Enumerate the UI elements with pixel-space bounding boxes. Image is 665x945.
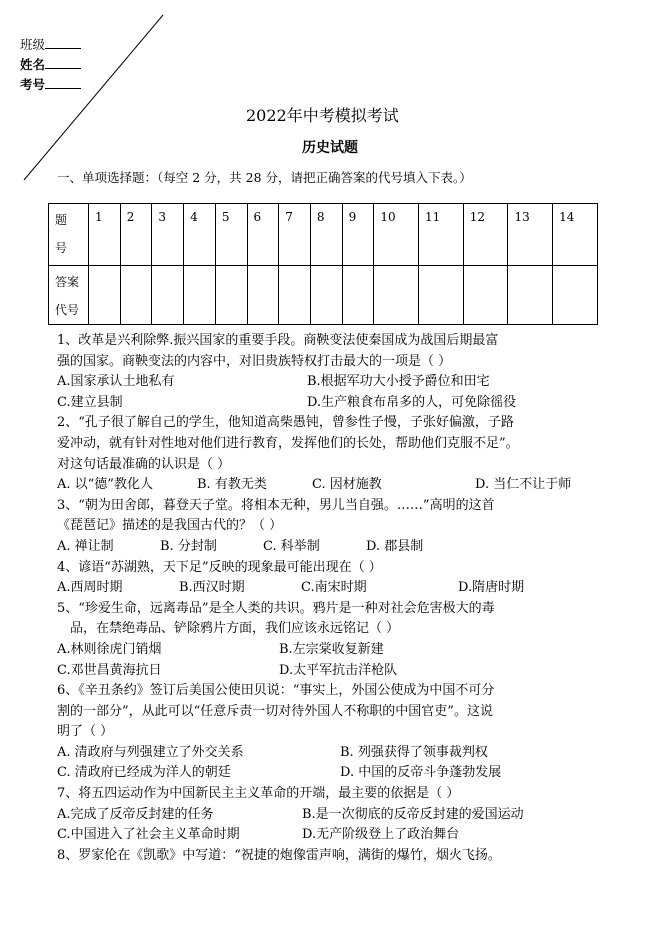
table-row bbox=[49, 266, 598, 325]
option-d: D. 当仁不让于师 bbox=[475, 477, 572, 493]
question-number-cell: 6 bbox=[247, 204, 279, 266]
class-field[interactable] bbox=[20, 35, 81, 53]
question-stem-line: 割的一部分”，从此可以“任意斥责一切对待外国人不称职的中国官吏”。这说 bbox=[57, 703, 493, 719]
question-stem-line: 6、《辛丑条约》签订后美国公使田贝说：“事实上，外国公使成为中国不可分 bbox=[57, 683, 495, 699]
answer-cell[interactable] bbox=[120, 266, 152, 325]
question-stem-line: 7、将五四运动作为中国新民主主义革命的开端，最主要的依据是（ ） bbox=[57, 786, 460, 802]
option-a: A. 禅让制 bbox=[57, 538, 114, 554]
option-d: D. 中国的反帝斗争蓬勃发展 bbox=[340, 765, 502, 781]
question-number-cell: 9 bbox=[342, 204, 374, 266]
answer-cell[interactable] bbox=[279, 266, 311, 325]
answer-table bbox=[48, 203, 598, 325]
answer-cell[interactable] bbox=[184, 266, 216, 325]
answer-cell[interactable] bbox=[89, 266, 121, 325]
option-a: A. 清政府与列强建立了外交关系 bbox=[57, 744, 244, 760]
option-b: B.左宗棠收复新建 bbox=[279, 641, 384, 657]
id-label: 考号 bbox=[20, 77, 46, 92]
question-number-header: 题号 bbox=[49, 204, 89, 266]
option-c: C.邓世昌黄海抗日 bbox=[57, 662, 162, 678]
section-heading: 一、单项选择题：（每空 2 分，共 28 分，请把正确答案的代号填入下表。） bbox=[57, 170, 472, 185]
option-d: D.无产阶级登上了政治舞台 bbox=[302, 827, 460, 843]
question-stem-line: 1、改革是兴利除弊.振兴国家的重要手段。商鞅变法使秦国成为战国后期最富 bbox=[57, 333, 499, 348]
answer-cell[interactable] bbox=[247, 266, 279, 325]
question-stem-line: 《琵琶记》描述的是我国古代的？（ ） bbox=[57, 518, 283, 534]
option-b: B. 列强获得了领事裁判权 bbox=[340, 744, 488, 760]
question-number-cell: 3 bbox=[152, 204, 184, 266]
option-d: D.生产粮食布帛多的人，可免除徭役 bbox=[307, 394, 517, 410]
question-stem-line: 8、罗家伦在《凯歌》中写道：“祝捷的炮像雷声响，满街的爆竹，烟火飞扬。 bbox=[57, 847, 501, 863]
answer-cell[interactable] bbox=[342, 266, 374, 325]
option-b: B.西汉时期 bbox=[179, 580, 245, 596]
option-a: A.林则徐虎门销烟 bbox=[57, 641, 162, 657]
question-6 bbox=[57, 681, 617, 784]
question-8 bbox=[57, 846, 617, 867]
option-c: C. 因材施教 bbox=[312, 477, 382, 493]
answer-code-header: 答案代号 bbox=[49, 266, 89, 325]
question-4 bbox=[57, 558, 617, 599]
question-number-cell: 13 bbox=[508, 204, 553, 266]
option-c: C.建立县制 bbox=[57, 394, 123, 410]
option-c: C.中国进入了社会主义革命时期 bbox=[57, 827, 240, 843]
option-a: A.西周时期 bbox=[57, 580, 123, 596]
answer-cell[interactable] bbox=[463, 266, 508, 325]
option-d: D.太平军抗击洋枪队 bbox=[279, 662, 398, 678]
answer-cell[interactable] bbox=[215, 266, 247, 325]
question-number-cell: 1 bbox=[89, 204, 121, 266]
option-b: B. 分封制 bbox=[160, 538, 217, 554]
question-2 bbox=[57, 413, 617, 495]
question-number-cell: 10 bbox=[374, 204, 419, 266]
name-field[interactable] bbox=[20, 55, 81, 73]
question-5 bbox=[57, 599, 617, 681]
question-number-cell: 14 bbox=[553, 204, 598, 266]
question-stem-line: 明了（ ） bbox=[57, 724, 114, 740]
option-c: C. 清政府已经成为洋人的朝廷 bbox=[57, 765, 231, 781]
option-d: D.隋唐时期 bbox=[458, 580, 525, 596]
answer-cell[interactable] bbox=[553, 266, 598, 325]
question-number-cell: 5 bbox=[215, 204, 247, 266]
exam-title: 2022年中考模拟考试 bbox=[246, 106, 399, 125]
answer-cell[interactable] bbox=[374, 266, 419, 325]
name-label: 姓名 bbox=[20, 57, 46, 72]
question-7 bbox=[57, 784, 617, 846]
option-b: B.根据军功大小授予爵位和田宅 bbox=[307, 374, 490, 390]
class-label: 班级 bbox=[20, 37, 46, 52]
option-a: A. 以“德”教化人 bbox=[57, 477, 153, 493]
question-1 bbox=[57, 331, 617, 413]
question-number-cell: 4 bbox=[184, 204, 216, 266]
question-stem-line: 3、“朝为田舍郎，暮登天子堂。将相本无种，男儿当自强。……”高明的这首 bbox=[57, 497, 495, 513]
question-stem-line: 爱冲动，就有针对性地对他们进行教育，发挥他们的长处，帮助他们克服不足”。 bbox=[57, 435, 519, 451]
answer-cell[interactable] bbox=[310, 266, 342, 325]
question-3 bbox=[57, 496, 617, 558]
question-number-cell: 12 bbox=[463, 204, 508, 266]
table-row bbox=[49, 204, 598, 266]
answer-cell[interactable] bbox=[419, 266, 464, 325]
option-b: B. 有教无类 bbox=[197, 477, 267, 493]
answer-cell[interactable] bbox=[152, 266, 184, 325]
option-d: D. 郡县制 bbox=[366, 538, 424, 554]
option-b: B.是一次彻底的反帝反封建的爱国运动 bbox=[302, 806, 524, 822]
question-stem-line: 品，在禁绝毒品、铲除鸦片方面，我们应该永远铭记（ ） bbox=[70, 621, 400, 637]
answer-cell[interactable] bbox=[508, 266, 553, 325]
question-number-cell: 2 bbox=[120, 204, 152, 266]
question-stem-line: 5、“珍爱生命，远离毒品”是全人类的共识。鸦片是一种对社会危害极大的毒 bbox=[57, 600, 495, 616]
option-a: A.国家承认土地私有 bbox=[57, 374, 175, 390]
option-c: C. 科举制 bbox=[263, 538, 320, 554]
questions-body bbox=[57, 331, 617, 866]
exam-subtitle: 历史试题 bbox=[302, 140, 358, 156]
question-stem-line: 对这句话最准确的认识是（ ） bbox=[57, 456, 231, 472]
option-a: A.完成了反帝反封建的任务 bbox=[57, 806, 214, 822]
option-c: C.南宋时期 bbox=[301, 580, 367, 596]
question-number-cell: 7 bbox=[279, 204, 311, 266]
question-stem-line: 强的国家。商鞅变法的内容中，对旧贵族特权打击最大的一项是（ ） bbox=[57, 353, 452, 369]
question-number-cell: 8 bbox=[310, 204, 342, 266]
question-stem-line: 4、谚语“苏湖熟，天下足”反映的现象最可能出现在（ ） bbox=[57, 559, 382, 575]
id-field[interactable] bbox=[20, 75, 81, 93]
question-stem-line: 2、“孔子很了解自己的学生，他知道高柴愚钝，曾参性子慢，子张好偏激，子路 bbox=[57, 415, 514, 431]
question-number-cell: 11 bbox=[419, 204, 464, 266]
